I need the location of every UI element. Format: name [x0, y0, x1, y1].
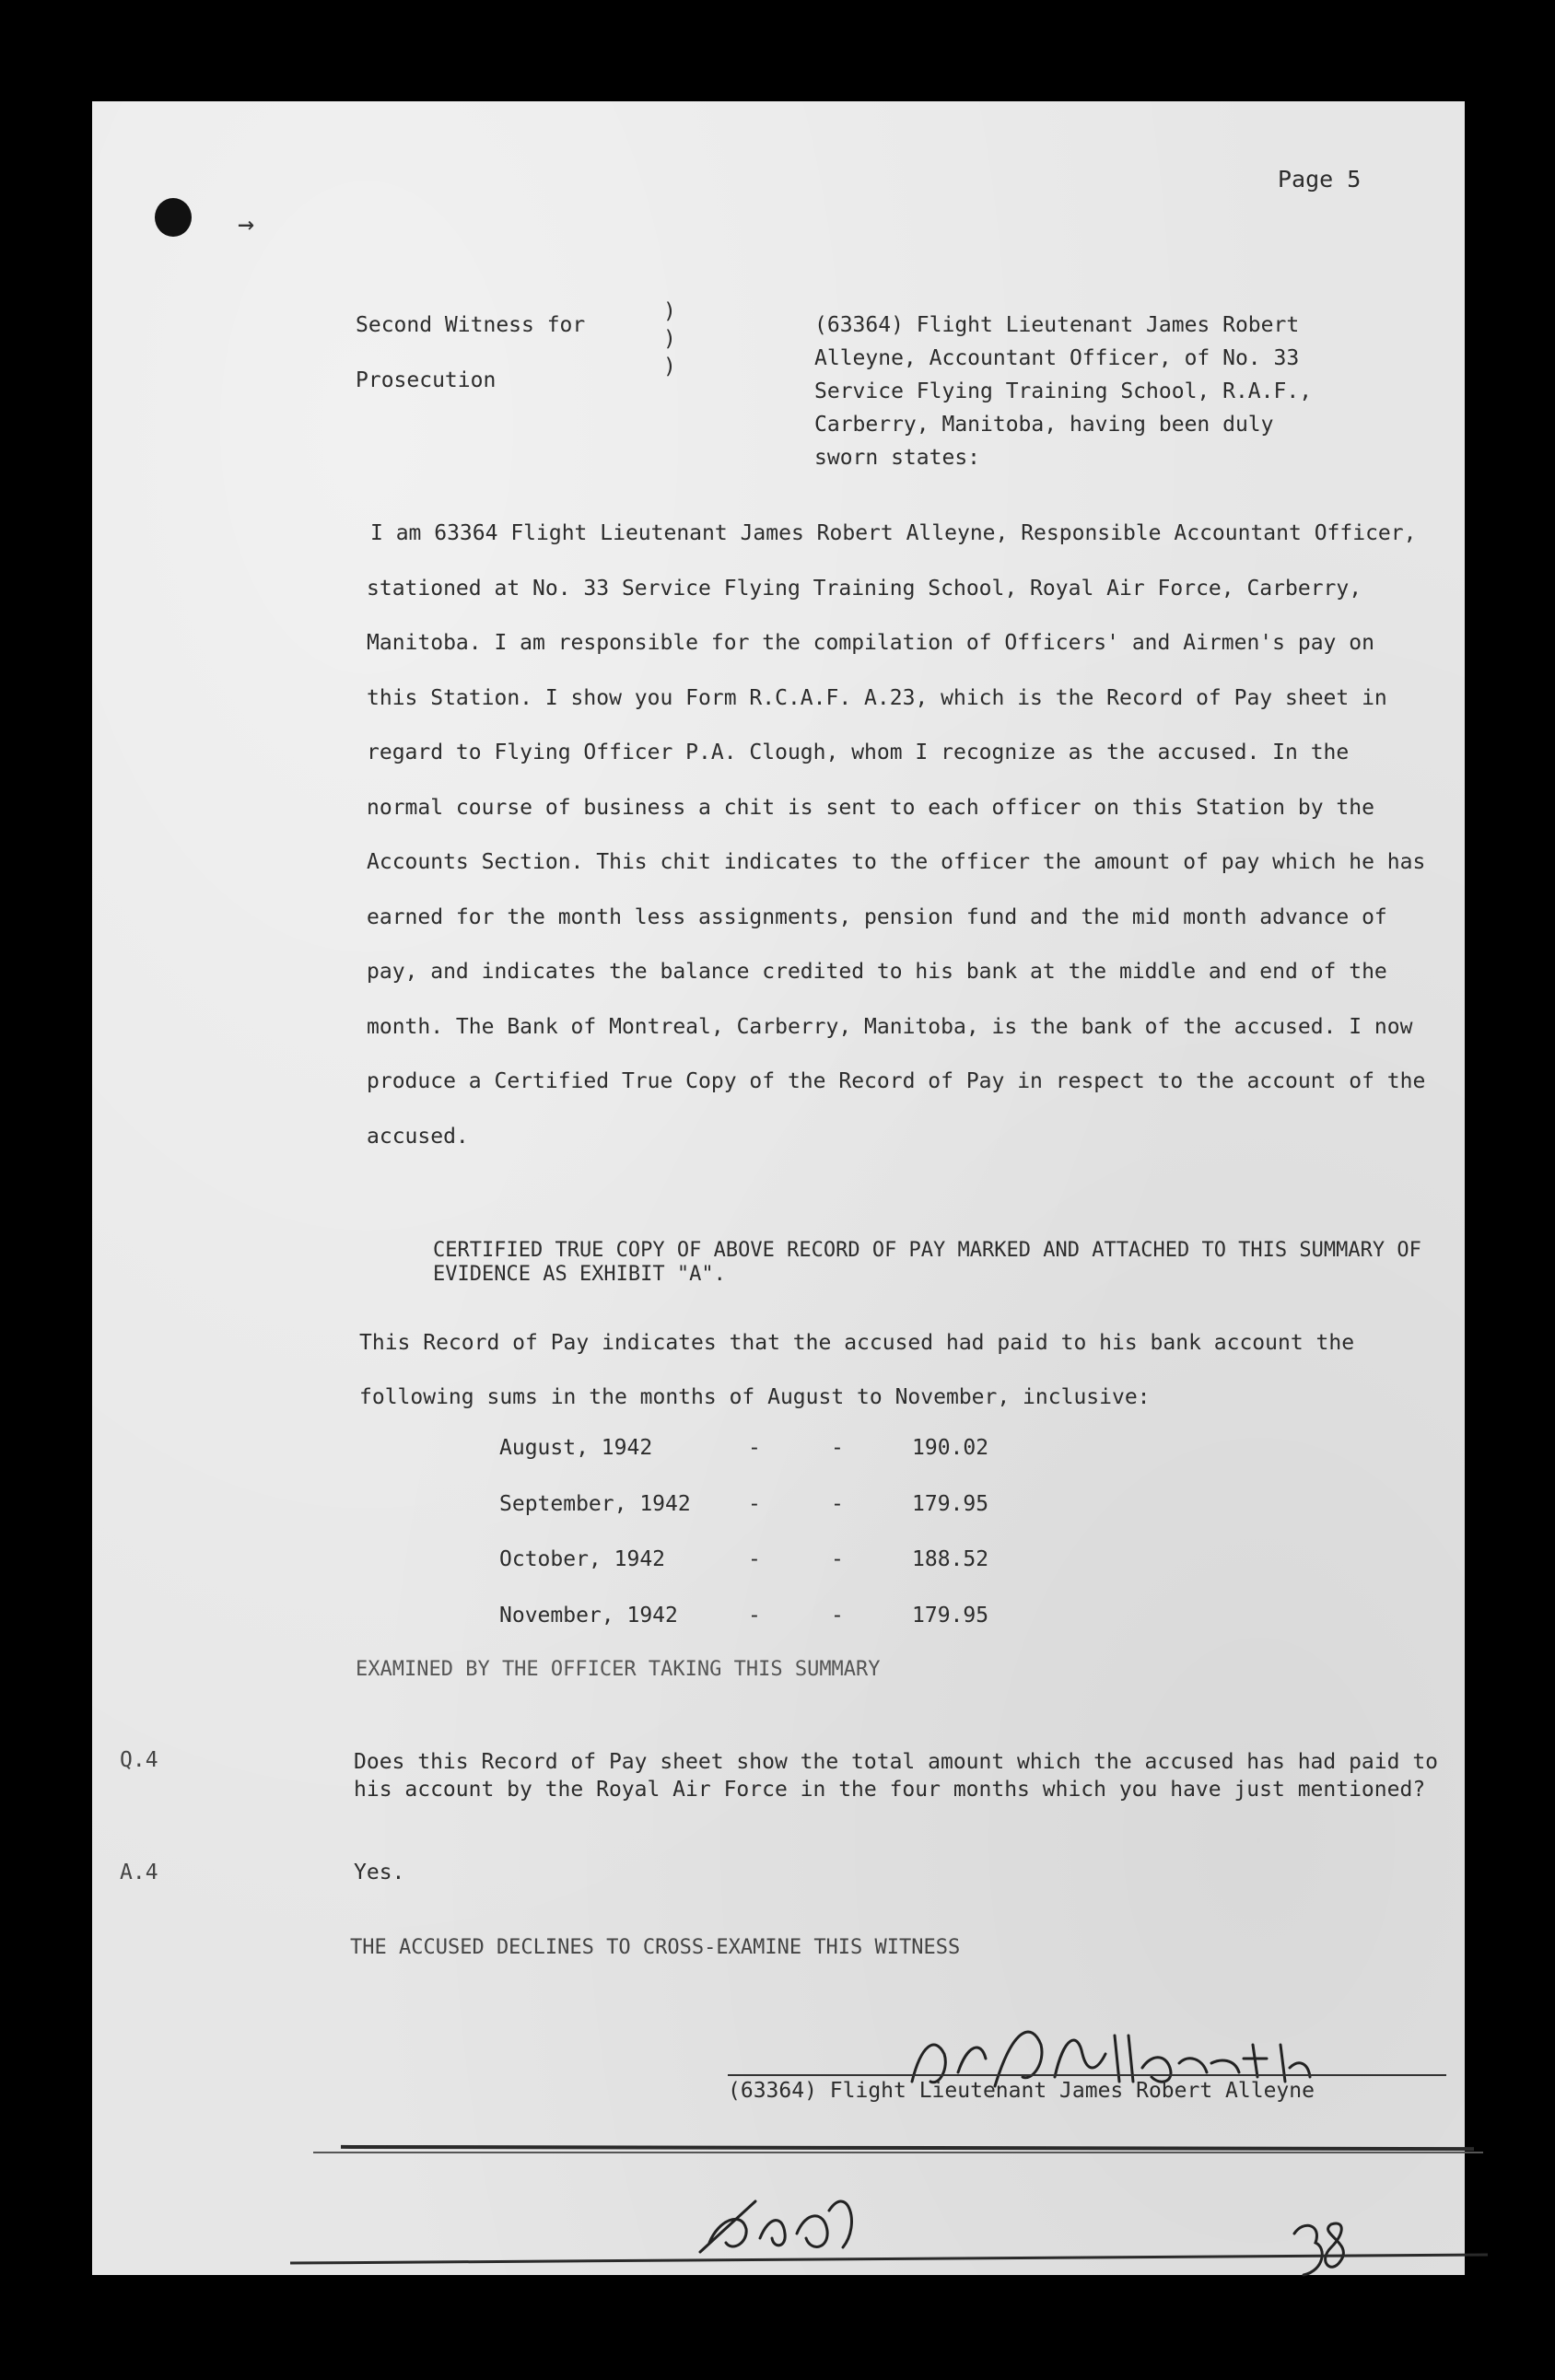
- witness-statement: I am 63364 Flight Lieutenant James Robert Alleyne, Responsible Accountant Officer, stationed at No. 33 Service Flying Training School, Royal Air Force, Carberry, Manitoba. I am responsible for the compilation of Officers' and Airmen's pay on this Station. I show you Form R.C.A.F. A.23, which is the Record of Pay sheet in regard to Flying Officer P.A. Clough, whom I recognize as the accused. In the normal course of business a chit is sent to each officer on this Station by the Accounts Section. This chit indicates to the officer the amount of pay which he has earned for the month less assignments, pension fund and the mid month advance of pay, and indicates the balance credited to his bank at the middle and end of the month. The Bank of Montreal, Carberry, Manitoba, is the bank of the accused. I now produce a Certified True Copy of the Record of Pay in respect to the account of the accused.: [367, 521, 1426, 1149]
- brace-3: ): [663, 355, 676, 379]
- payment-dash: -: [748, 1491, 761, 1516]
- payment-dash: -: [831, 1436, 844, 1460]
- divider-line: [341, 2145, 1474, 2151]
- payment-amount: 190.02: [912, 1436, 989, 1460]
- brace-1: ): [663, 299, 676, 323]
- signatory-name: (63364) Flight Lieutenant James Robert Alleyne: [728, 2079, 1315, 2103]
- page-number: Page 5: [1278, 166, 1362, 192]
- payment-dash: -: [831, 1491, 844, 1516]
- payment-row: [499, 1547, 1041, 1604]
- brace-2: ): [663, 327, 676, 351]
- payment-dash: -: [748, 1436, 761, 1460]
- payments-table: [499, 1436, 1041, 1659]
- folio-number: [1280, 2197, 1363, 2302]
- pen-mark: →: [238, 208, 255, 240]
- witness-heading-line-1: Second Witness for: [356, 313, 586, 337]
- payment-dash: -: [748, 1547, 761, 1571]
- exhibit-note: CERTIFIED TRUE COPY OF ABOVE RECORD OF PAY MARKED AND ATTACHED TO THIS SUMMARY OF EVIDENCE AS EXHIBIT "A".: [433, 1239, 1421, 1286]
- payment-month: August, 1942: [499, 1436, 653, 1460]
- signature-line: [728, 2074, 1446, 2076]
- payment-row: [499, 1436, 1041, 1492]
- document-page: [92, 101, 1465, 2275]
- payment-dash: -: [831, 1547, 844, 1571]
- punch-hole: [155, 198, 192, 237]
- payment-row: [499, 1604, 1041, 1660]
- payment-month: October, 1942: [499, 1547, 666, 1571]
- record-intro: This Record of Pay indicates that the accused had paid to his bank account the following sums in the months of August to November, inclusive:: [359, 1331, 1355, 1409]
- handwritten-initials: [691, 2174, 930, 2279]
- payment-dash: -: [748, 1603, 761, 1628]
- witness-heading: [356, 298, 585, 408]
- heading-brace: [663, 298, 676, 380]
- answer-label: A.4: [120, 1861, 158, 1884]
- payment-month: November, 1942: [499, 1603, 678, 1628]
- payment-amount: 179.95: [912, 1491, 989, 1516]
- payment-amount: 179.95: [912, 1603, 989, 1628]
- divider-line: [313, 2152, 1483, 2153]
- answer-text: Yes.: [354, 1861, 405, 1884]
- payment-amount: 188.52: [912, 1547, 989, 1571]
- witness-heading-line-2: Prosecution: [356, 368, 497, 392]
- witness-identification: (63364) Flight Lieutenant James Robert Alleyne, Accountant Officer, of No. 33 Service Flying Training School, R.A.F., Carberry, Manitoba, having been duly sworn states:: [814, 313, 1313, 470]
- payment-row: [499, 1492, 1041, 1548]
- question-label: Q.4: [120, 1748, 158, 1772]
- payment-month: September, 1942: [499, 1491, 691, 1516]
- payment-dash: -: [831, 1603, 844, 1628]
- folio-scribble: [1280, 2197, 1363, 2298]
- question-text: Does this Record of Pay sheet show the total amount which the accused has had paid to his account by the Royal Air Force in the four months which you have just mentioned?: [354, 1750, 1439, 1802]
- declines-note: THE ACCUSED DECLINES TO CROSS-EXAMINE THIS WITNESS: [350, 1936, 961, 1959]
- examined-note: EXAMINED BY THE OFFICER TAKING THIS SUMMARY: [356, 1658, 881, 1681]
